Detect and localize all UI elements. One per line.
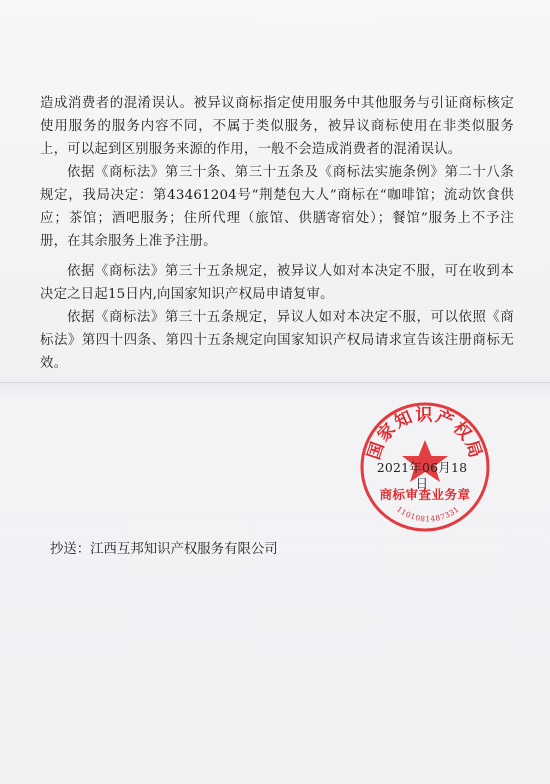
- paragraph-3: 依据《商标法》第三十五条规定，被异议人如对本决定不服，可在收到本决定之日起15日内,向国家知识产权局申请复审。: [40, 264, 514, 302]
- issue-date: 2021年06月18日: [376, 460, 468, 491]
- seal-inner-text: 商标审查业务章: [379, 487, 471, 502]
- seal-code: 1101081487331: [394, 504, 462, 524]
- paragraph-2: 依据《商标法》第三十条、第三十五条及《商标法实施条例》第二十八条规定，我局决定：第43461204号“荆楚包大人”商标在“咖啡馆；流动饮食供应；茶馆；酒吧服务；住所代理（旅馆、供膳寄宿处）；餐馆”服务上不予注册，在其余服务上准予注册。: [40, 165, 514, 249]
- paragraph-1: 造成消费者的混淆误认。被异议商标指定使用服务中其他服务与引证商标核定使用服务的服务内容不同，不属于类似服务，被异议商标使用在非类似服务上，可以起到区别服务来源的作用，一般不会造成消费者的混淆误认。: [40, 96, 514, 157]
- paper-fold-line: [0, 382, 550, 383]
- cc-line: 抄送：江西互邦知识产权服务有限公司: [50, 542, 278, 557]
- paragraph-4: 依据《商标法》第三十五条规定，异议人如对本决定不服，可以依照《商标法》第四十四条、第四十五条规定向国家知识产权局请求宣告该注册商标无效。: [40, 310, 514, 371]
- seal-outer-text: 国家知识产权局: [364, 405, 486, 463]
